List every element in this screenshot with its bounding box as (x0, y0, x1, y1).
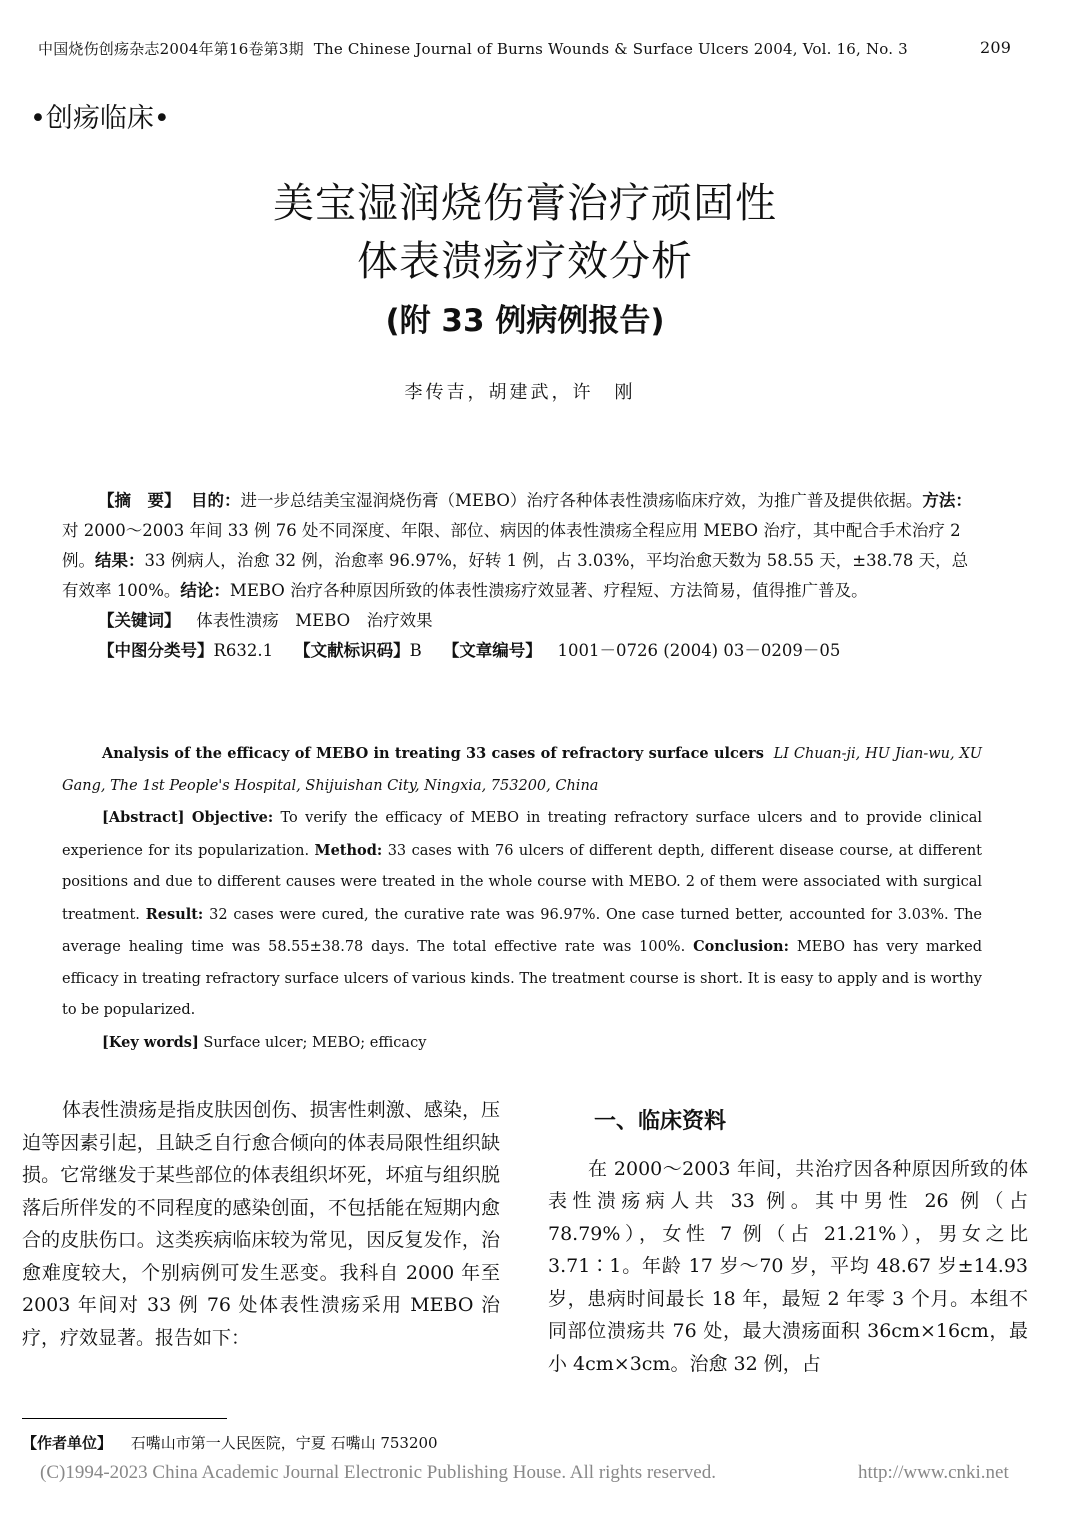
en-title: Analysis of the efficacy of MEBO in treating 33 cases of refractory surface ulcers (102, 745, 764, 762)
en-result: 32 cases were cured, the curative rate was 96.97%. One case turned better, accounted for 3.03%. The average healing time was 58.55±38.78 days. The total effective rate was 100%. (62, 906, 983, 955)
running-header (38, 38, 1038, 59)
en-keywords-line (62, 1027, 982, 1060)
en-result-label: Result: (145, 905, 204, 923)
en-keywords: Surface ulcer; MEBO; efficacy (203, 1034, 427, 1051)
abstract-cn (62, 486, 982, 666)
en-method-label: Method: (314, 841, 383, 859)
method-label: 方法： (922, 491, 972, 510)
conclusion-label: 结论： (180, 581, 230, 600)
article-title-line2: 体表溃疡疗效分析 (357, 237, 693, 285)
clinical-data-paragraph: 在 2000～2003 年间，共治疗因各种原因所致的体表性溃疡病人共 33 例。其中男性 26 例（占 78.79%），女性 7 例（占 21.21%），男女之比 3.71∶1。年龄 17 岁～70 岁，平均 48.67 岁±14.93 岁，患病时间最长 18 年，最短 2 年零 3 个月。本组不同部位溃疡共 76 处，最大溃疡面积 36cm×16cm，最小 4cm×3cm。治愈 32 例，占 (548, 1157, 1028, 1375)
journal-en: The Chinese Journal of Burns Wounds & Surface Ulcers 2004, Vol. 16, No. 3 (313, 40, 908, 58)
method-text: 对 2000～2003 年间 33 例 76 处不同深度、年限、部位、病因的体表性溃疡全程应用 MEBO 治疗，其中配合手术治疗 2 例。 (62, 521, 961, 570)
footnote-text: 石嘴山市第一人民医院，宁夏 石嘴山 753200 (130, 1434, 438, 1452)
en-conclusion-label: Conclusion: (693, 938, 789, 955)
copyright-text: (C)1994-2023 China Academic Journal Electronic Publishing House. All rights reserved. (40, 1462, 716, 1483)
doc-code-value: B (409, 641, 422, 660)
copyright-url[interactable]: http://www.cnki.net (858, 1462, 1009, 1483)
footnote-divider (22, 1418, 227, 1419)
page-number: 209 (980, 38, 1012, 57)
keywords-cn: 体表性溃疡 MEBO 治疗效果 (196, 611, 433, 630)
section-heading: 一、临床资料 (594, 1109, 727, 1134)
abstract-cn-body (62, 486, 982, 606)
article-subtitle: (附 33 例病例报告) (385, 303, 665, 339)
en-objective-label: Objective: (191, 809, 274, 826)
conclusion-text: MEBO 治疗各种原因所致的体表性溃疡疗效显著、疗程短、方法简易，值得推广普及。 (229, 581, 868, 600)
en-title-line (62, 738, 982, 802)
journal-cn: 中国烧伤创疡杂志2004年第16卷第3期 (38, 40, 304, 58)
en-abstract-label: [Abstract] (102, 809, 185, 826)
article-no-value: 1001－0726 (2004) 03－0209－05 (557, 641, 841, 660)
copyright-line (40, 1462, 1040, 1484)
authors: 李传吉，胡建武，许 刚 (404, 382, 636, 403)
keywords-cn-label: 【关键词】 (98, 611, 181, 630)
en-conclusion: MEBO has very marked efficacy in treating refractory surface ulcers of various kinds. The treatment course is short. It is easy to apply and is worthy to be popularized. (62, 939, 982, 1018)
en-authors: LI Chuan-ji, HU Jian-wu, XU Gang, The 1st People's Hospital, Shijuishan City, Ningxia, 753200, China (62, 746, 982, 794)
article-no-label: 【文章编号】 (442, 641, 542, 660)
abstract-en (62, 738, 982, 1059)
result-text: 33 例病人，治愈 32 例，治愈率 96.97%，好转 1 例，占 3.03%，平均治愈天数为 58.55 天，±38.78 天，总有效率 100%。 (62, 551, 969, 600)
classification-line (62, 636, 982, 666)
intro-paragraph: 体表性溃疡是指皮肤因创伤、损害性刺激、感染，压迫等因素引起，且缺乏自行愈合倾向的体表局限性组织缺损。它常继发于某些部位的体表组织坏死，坏疽与组织脱落后所伴发的不同程度的感染创面，不包括能在短期内愈合的皮肤伤口。这类疾病临床较为常见，因反复发作，治愈难度较大，个别病例可发生恶变。我科自 2000 年至 2003 年间对 33 例 76 处体表性溃疡采用 MEBO 治疗，疗效显著。报告如下： (22, 1099, 500, 1349)
keywords-cn-line (62, 606, 982, 636)
clc-value: R632.1 (213, 641, 274, 660)
objective-label: 目的： (191, 491, 241, 510)
abstract-cn-label: 【摘 要】 (98, 491, 181, 510)
en-abstract-body (62, 802, 982, 1027)
result-label: 结果： (95, 551, 145, 570)
section-tag: •创疡临床• (30, 103, 170, 134)
objective-text: 进一步总结美宝湿润烧伤膏（MEBO）治疗各种体表性溃疡临床疗效，为推广普及提供依据。 (240, 491, 923, 510)
en-objective: To verify the efficacy of MEBO in treating refractory surface ulcers and to provide clinical experience for its popularization. (62, 810, 983, 859)
body-right-column (548, 1094, 1028, 1380)
doc-code-label: 【文献标识码】 (294, 641, 410, 660)
body-left-column (22, 1094, 500, 1354)
article-title-line1: 美宝湿润烧伤膏治疗顽固性 (273, 179, 777, 227)
en-method: 33 cases with 76 ulcers of different depth, different disease course, at different positions and due to different causes were treated in the whole course with MEBO. 2 of them were associated with surgical treatment. (62, 842, 982, 923)
author-affiliation-footnote (22, 1432, 438, 1453)
footnote-label: 【作者单位】 (22, 1434, 113, 1452)
clc-label: 【中图分类号】 (98, 641, 214, 660)
en-keywords-label: [Key words] (102, 1033, 199, 1051)
